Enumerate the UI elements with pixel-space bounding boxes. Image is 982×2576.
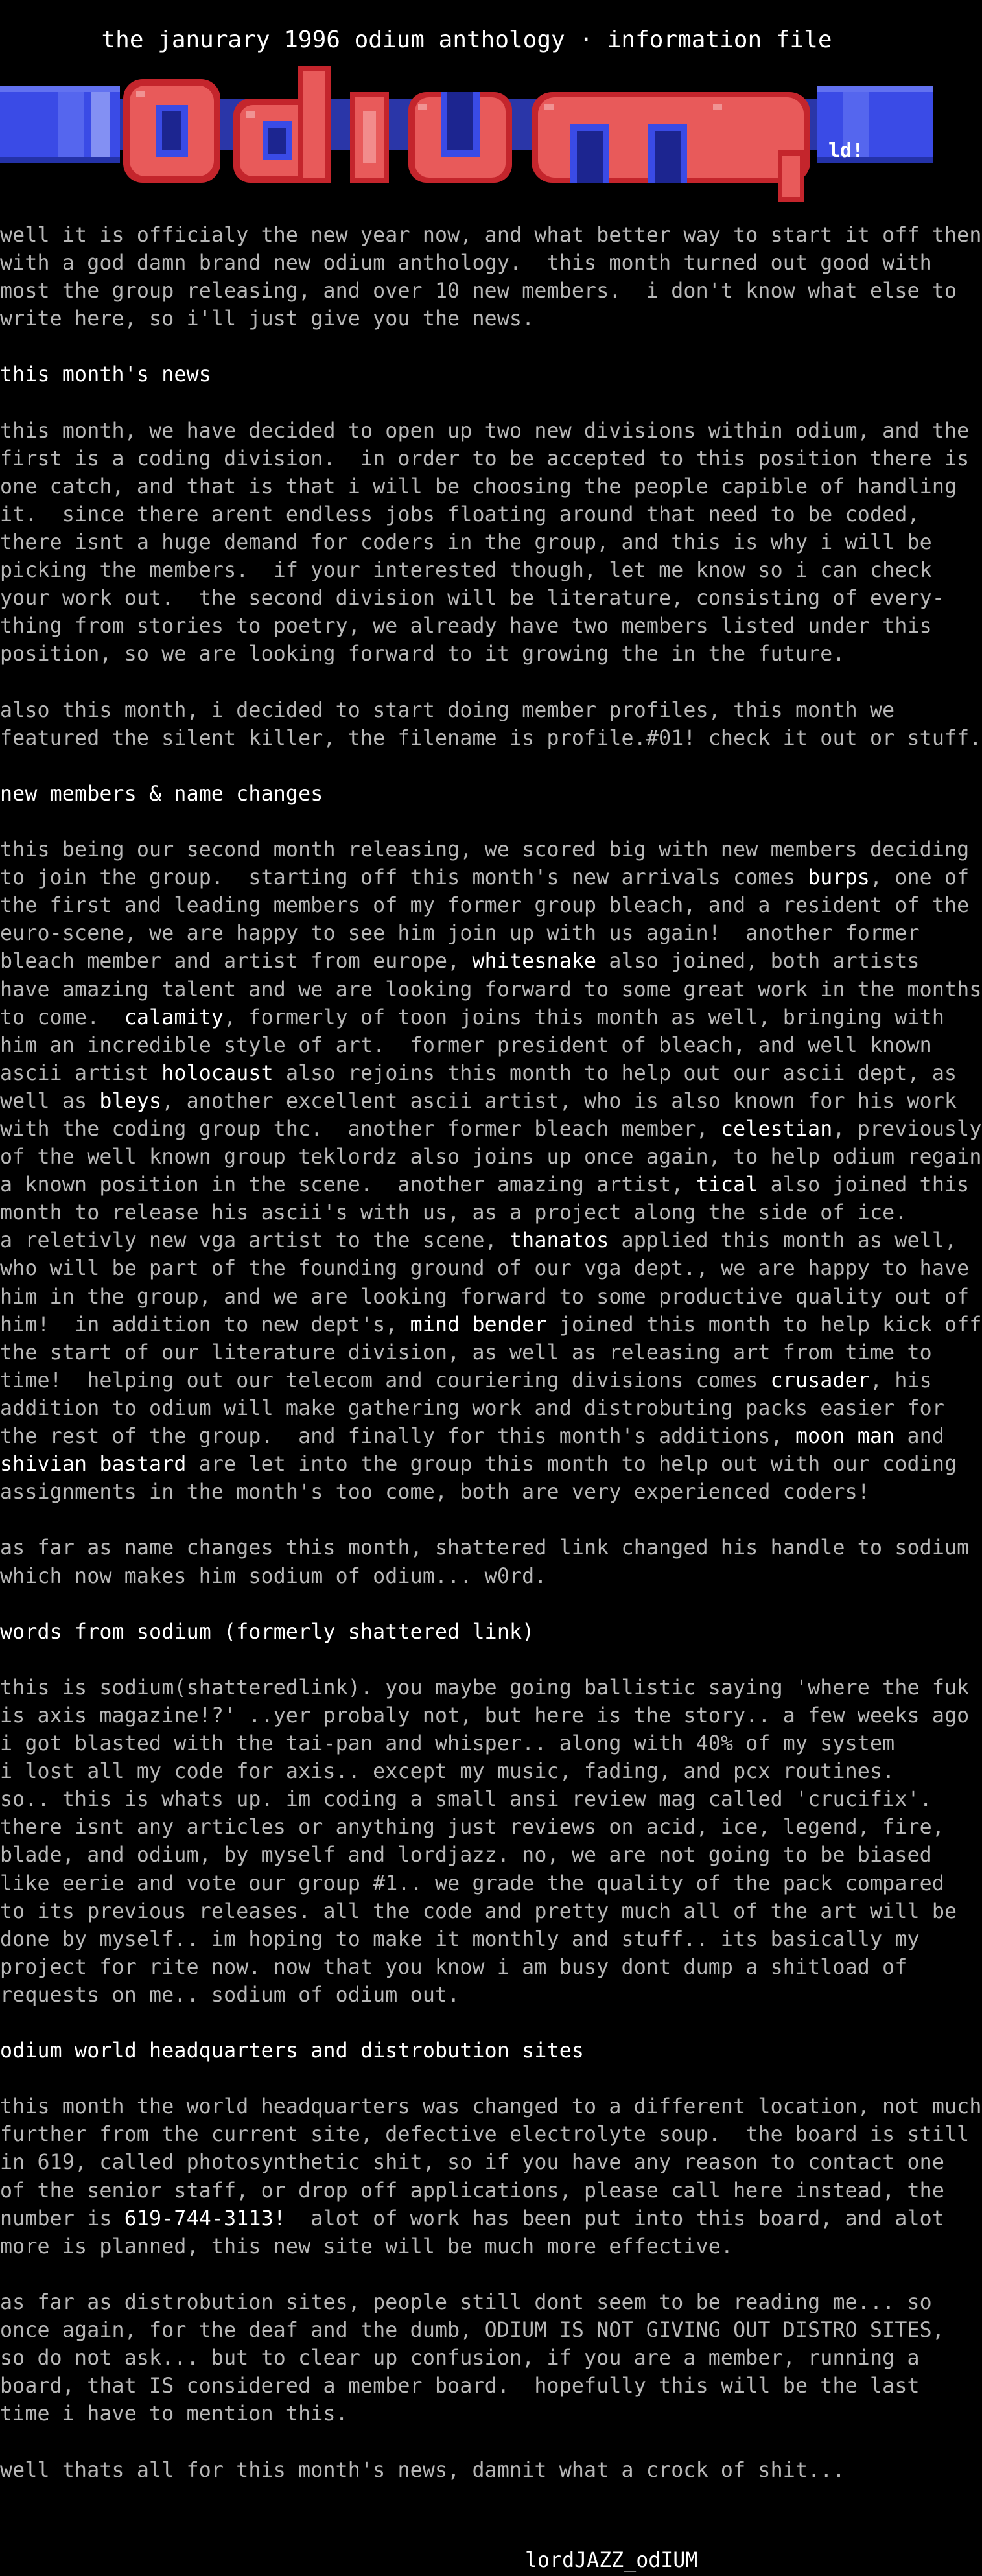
text-line: the first and leading members of my former group bleach, and a resident of the	[0, 894, 970, 918]
text-line: in 619, called photosynthetic shit, so if you have any reason to contact one	[0, 2151, 944, 2175]
text-line: addition to odium will make gathering work and distrobuting packs easier for	[0, 1396, 944, 1420]
text-line: are let into the group this month to help out with our coding	[186, 1453, 957, 1477]
text-line: to its previous releases. all the code and pretty much all of the art will be	[0, 1899, 957, 1923]
text-line: the rest of the group. and finally for this month's additions,	[0, 1425, 795, 1449]
text-line: position, so we are looking forward to it growing the in the future.	[0, 642, 845, 666]
file-title: the janurary 1996 odium anthology · information file	[101, 27, 832, 53]
member-name: calamity	[124, 1005, 224, 1029]
text-line: board, that IS considered a member board. hopefully this will be the last	[0, 2374, 920, 2398]
text-line: month to release his ascii's with us, as a project along the side of ice.	[0, 1201, 907, 1225]
text-line: also joined, both artists	[596, 950, 920, 974]
odium-logo-banner	[0, 53, 933, 209]
text-line: him an incredible style of art. former president of bleach, and well known	[0, 1033, 932, 1057]
text-line: there isnt any articles or anything just reviews on acid, ice, legend, fire,	[0, 1816, 944, 1840]
logo-letter-i	[350, 92, 389, 183]
text-line: i lost all my code for axis.. except my music, fading, and pcx routines.	[0, 1760, 895, 1784]
text-line: one catch, and that is that i will be choosing the people capible of handling	[0, 474, 957, 498]
text-line: also rejoins this month to help out our ascii dept, as	[273, 1061, 957, 1085]
text-line: who will be part of the founding ground of our vga dept., we are happy to have	[0, 1257, 970, 1281]
text-line: there isnt a huge demand for coders in the group, and this is why i will be	[0, 531, 932, 555]
text-line: this month, we have decided to open up two new divisions within odium, and the	[0, 419, 970, 443]
text-line: , another excellent ascii artist, who is also known for his work	[161, 1089, 957, 1113]
text-line: this being our second month releasing, we scored big with new members deciding	[0, 838, 970, 862]
text-line: ascii artist	[0, 1061, 162, 1085]
text-line: , his	[869, 1368, 932, 1392]
text-line: him in the group, and we are looking forward to some productive quality out of	[0, 1285, 970, 1309]
member-name: holocaust	[161, 1061, 274, 1085]
text-line: , one of	[869, 866, 970, 890]
text-line: so do not ask... but to clear up confusion, if you are a member, running a	[0, 2347, 920, 2371]
text-line: number is	[0, 2207, 124, 2231]
section-heading-hq: odium world headquarters and distrobution sites	[0, 2039, 585, 2063]
member-name: burps	[808, 866, 870, 890]
text-line: with the coding group thc. another former bleach member,	[0, 1118, 721, 1141]
text-line: most the group releasing, and over 10 new members. i don't know what else to	[0, 279, 957, 303]
text-line: thing from stories to poetry, we already have two members listed under this	[0, 615, 932, 638]
text-line: requests on me.. sodium of odium out.	[0, 1983, 460, 2007]
member-name: bleys	[99, 1089, 162, 1113]
member-name: moon man	[795, 1425, 895, 1449]
text-line: and	[894, 1425, 945, 1449]
text-line: this is sodium(shatteredlink). you maybe going ballistic saying 'where the fuk	[0, 1676, 970, 1700]
text-line: applied this month as well,	[609, 1229, 957, 1253]
text-line: further from the current site, defective electrolyte soup. the board is still	[0, 2123, 970, 2147]
text-line: bleach member and artist from europe,	[0, 950, 473, 974]
text-line: euro-scene, we are happy to see him join up with us again! another former	[0, 922, 920, 946]
text-line: to join the group. starting off this month's new arrivals comes	[0, 866, 808, 890]
text-line: a known position in the scene. another amazing artist,	[0, 1173, 696, 1197]
text-line: picking the members. if your interested though, let me know so i can check	[0, 559, 932, 583]
member-name: thanatos	[509, 1229, 609, 1253]
member-name: tical	[696, 1173, 758, 1197]
text-line: also this month, i decided to start doing member profiles, this month we	[0, 698, 895, 722]
document-body	[0, 222, 982, 2485]
text-line: have amazing talent and we are looking forward to some great work in the months	[0, 978, 982, 1001]
text-line: more is planned, this new site will be much more effective.	[0, 2234, 734, 2258]
member-name: crusader	[770, 1368, 870, 1392]
section-heading-members: new members & name changes	[0, 782, 323, 806]
signature: lordJAZZ_odIUM	[525, 2549, 698, 2572]
text-line: time! helping out our telecom and couriering divisions comes	[0, 1368, 771, 1392]
text-line: so.. this is whats up. im coding a small ansi review mag called 'crucifix'.	[0, 1788, 932, 1812]
text-line: blade, and odium, by myself and lordjazz. no, we are not going to be biased	[0, 1844, 932, 1868]
text-line: the start of our literature division, as well as releasing art from time to	[0, 1341, 932, 1364]
text-line: time i have to mention this.	[0, 2402, 348, 2426]
phone-number: 619-744-3113!	[124, 2207, 286, 2231]
text-line: assignments in the month's too come, both are very experienced coders!	[0, 1481, 870, 1505]
text-line: your work out. the second division will be literature, consisting of every-	[0, 587, 944, 611]
text-line: him! in addition to new dept's,	[0, 1313, 410, 1337]
member-name: mind bender	[410, 1313, 547, 1337]
text-line: which now makes him sodium of odium... w0rd.	[0, 1564, 547, 1588]
logo-letter-d	[233, 66, 331, 183]
text-line: like eerie and vote our group #1.. we grade the quality of the pack compared	[0, 1871, 944, 1895]
text-line: as far as name changes this month, shattered link changed his handle to sodium	[0, 1536, 970, 1560]
text-line: is axis magazine!?' ..yer probaly not, but here is the story.. a few weeks ago	[0, 1704, 970, 1727]
text-line: of the senior staff, or drop off applications, please call here instead, the	[0, 2179, 944, 2203]
text-line: once again, for the deaf and the dumb, ODIUM IS NOT GIVING OUT DISTRO SITES,	[0, 2319, 944, 2343]
text-line: also joined this	[758, 1173, 970, 1197]
text-line: i got blasted with the tai-pan and whisper.. along with 40% of my system	[0, 1732, 895, 1756]
text-line: well as	[0, 1089, 100, 1113]
text-line: featured the silent killer, the filename is profile.#01! check it out or stuff.	[0, 726, 982, 750]
closing-line: well thats all for this month's news, damnit what a crock of shit...	[0, 2458, 845, 2482]
member-name: whitesnake	[472, 950, 597, 974]
text-line: joined this month to help kick off	[546, 1313, 982, 1337]
text-line: , formerly of toon joins this month as well, bringing with	[224, 1005, 945, 1029]
text-line: of the well known group teklordz also joins up once again, to help odium regain	[0, 1145, 982, 1169]
banner-tag: ld!	[828, 139, 864, 162]
text-line: alot of work has been put into this board, and alot	[285, 2207, 945, 2231]
text-line: , previously	[832, 1118, 982, 1141]
member-name: shivian bastard	[0, 1453, 187, 1477]
member-name: celestian	[720, 1118, 833, 1141]
section-heading-news: this month's news	[0, 363, 211, 387]
text-line: done by myself.. im hoping to make it monthly and stuff.. its basically my	[0, 1927, 920, 1951]
text-line: as far as distrobution sites, people still dont seem to be reading me... so	[0, 2290, 932, 2314]
text-line: with a god damn brand new odium anthology. this month turned out good with	[0, 252, 932, 275]
text-line: write here, so i'll just give you the news.	[0, 307, 535, 331]
logo-letter-m	[532, 92, 810, 202]
text-line: well it is officialy the new year now, and what better way to start it off then	[0, 224, 982, 247]
section-heading-sodium: words from sodium (formerly shattered link)	[0, 1620, 535, 1644]
text-line: a reletivly new vga artist to the scene,	[0, 1229, 510, 1253]
text-line: it. since there arent endless jobs floating around that need to be coded,	[0, 502, 920, 526]
text-line: project for rite now. now that you know i am busy dont dump a shitload of	[0, 1955, 907, 1979]
text-line: first is a coding division. in order to be accepted to this position there is	[0, 447, 970, 471]
text-line: this month the world headquarters was changed to a different location, not much	[0, 2095, 982, 2119]
text-line: to come.	[0, 1005, 124, 1029]
